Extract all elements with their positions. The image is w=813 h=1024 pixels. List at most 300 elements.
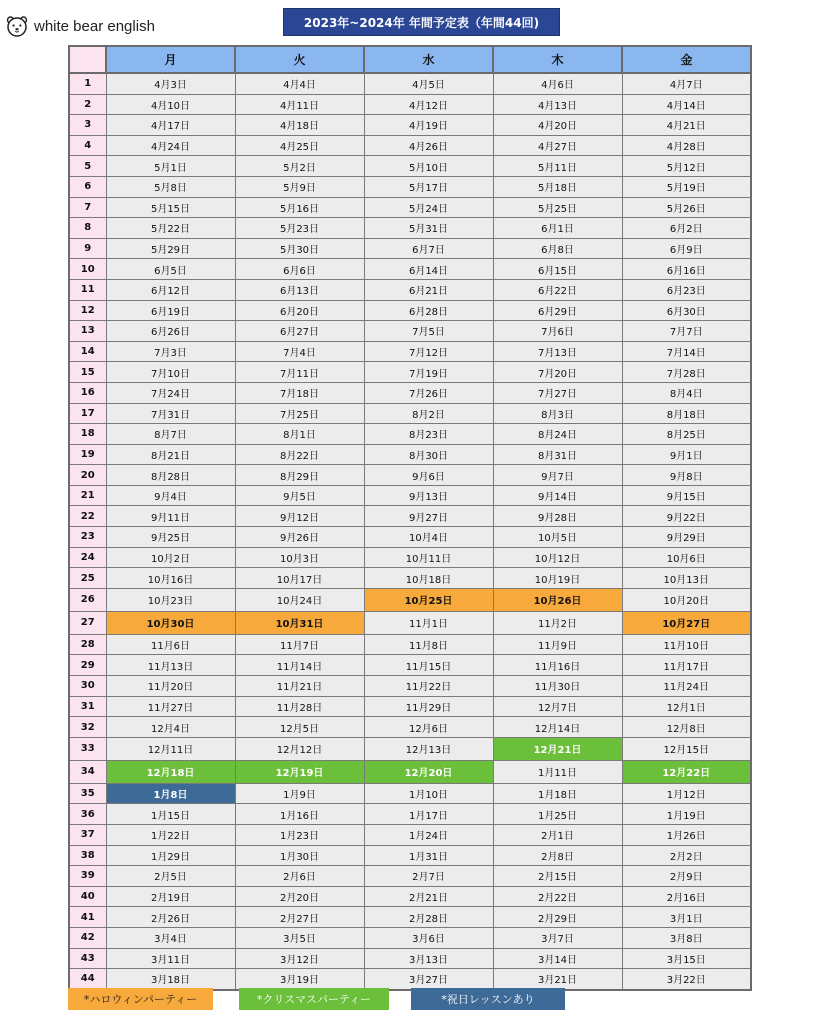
lesson-number: 39: [69, 866, 106, 887]
schedule-body: [69, 73, 751, 990]
lesson-date: 7月7日: [622, 321, 751, 342]
lesson-date: 7月27日: [493, 382, 622, 403]
lesson-date: 1月29日: [106, 845, 235, 866]
lesson-date: 12月20日: [364, 760, 493, 783]
lesson-date: 1月26日: [622, 825, 751, 846]
lesson-date: 12月5日: [235, 717, 364, 738]
table-row: [69, 655, 751, 676]
lesson-date: 11月6日: [106, 634, 235, 655]
lesson-date: 6月8日: [493, 238, 622, 259]
lesson-date: 12月6日: [364, 717, 493, 738]
table-row: [69, 886, 751, 907]
lesson-number: 27: [69, 611, 106, 634]
lesson-date: 11月1日: [364, 611, 493, 634]
lesson-date: 12月11日: [106, 737, 235, 760]
lesson-date: 10月31日: [235, 611, 364, 634]
lesson-date: 3月14日: [493, 948, 622, 969]
lesson-date: 3月15日: [622, 948, 751, 969]
table-row: [69, 737, 751, 760]
lesson-date: 12月8日: [622, 717, 751, 738]
lesson-date: 1月15日: [106, 804, 235, 825]
lesson-date: 6月6日: [235, 259, 364, 280]
lesson-date: 7月28日: [622, 362, 751, 383]
lesson-date: 6月30日: [622, 300, 751, 321]
table-row: [69, 424, 751, 445]
lesson-date: 2月26日: [106, 907, 235, 928]
table-row: [69, 94, 751, 115]
lesson-date: 5月30日: [235, 238, 364, 259]
lesson-number: 18: [69, 424, 106, 445]
lesson-date: 11月15日: [364, 655, 493, 676]
lesson-date: 1月30日: [235, 845, 364, 866]
lesson-date: 5月19日: [622, 176, 751, 197]
lesson-date: 11月22日: [364, 676, 493, 697]
lesson-date: 2月1日: [493, 825, 622, 846]
brand-name: white bear english: [34, 17, 155, 35]
lesson-date: 4月19日: [364, 115, 493, 136]
lesson-date: 2月5日: [106, 866, 235, 887]
legend-halloween: *ハロウィンパーティー: [68, 988, 213, 1010]
lesson-date: 4月27日: [493, 135, 622, 156]
table-row: [69, 135, 751, 156]
lesson-date: 7月5日: [364, 321, 493, 342]
lesson-date: 12月21日: [493, 737, 622, 760]
lesson-date: 10月27日: [622, 611, 751, 634]
lesson-number: 38: [69, 845, 106, 866]
lesson-date: 10月30日: [106, 611, 235, 634]
table-row: [69, 676, 751, 697]
table-row: [69, 444, 751, 465]
lesson-date: 9月5日: [235, 485, 364, 506]
lesson-date: 12月13日: [364, 737, 493, 760]
table-row: [69, 588, 751, 611]
lesson-date: 5月22日: [106, 218, 235, 239]
lesson-date: 8月29日: [235, 465, 364, 486]
lesson-date: 12月12日: [235, 737, 364, 760]
lesson-date: 9月15日: [622, 485, 751, 506]
table-row: [69, 259, 751, 280]
lesson-date: 3月6日: [364, 927, 493, 948]
table-row: [69, 279, 751, 300]
lesson-date: 6月26日: [106, 321, 235, 342]
lesson-date: 5月18日: [493, 176, 622, 197]
lesson-date: 2月16日: [622, 886, 751, 907]
lesson-date: 4月25日: [235, 135, 364, 156]
lesson-date: 2月27日: [235, 907, 364, 928]
lesson-date: 9月8日: [622, 465, 751, 486]
day-header-wed: 水: [364, 46, 493, 73]
lesson-date: 8月23日: [364, 424, 493, 445]
lesson-date: 10月17日: [235, 568, 364, 589]
lesson-date: 10月6日: [622, 547, 751, 568]
lesson-date: 3月18日: [106, 969, 235, 990]
lesson-date: 11月21日: [235, 676, 364, 697]
lesson-date: 2月28日: [364, 907, 493, 928]
lesson-date: 7月26日: [364, 382, 493, 403]
lesson-date: 8月22日: [235, 444, 364, 465]
lesson-date: 7月25日: [235, 403, 364, 424]
page-title: 2023年~2024年 年間予定表（年間44回): [283, 8, 560, 36]
lesson-date: 1月17日: [364, 804, 493, 825]
lesson-date: 10月18日: [364, 568, 493, 589]
lesson-date: 1月16日: [235, 804, 364, 825]
lesson-date: 3月7日: [493, 927, 622, 948]
lesson-date: 12月1日: [622, 696, 751, 717]
lesson-date: 12月18日: [106, 760, 235, 783]
lesson-number: 1: [69, 73, 106, 94]
lesson-date: 1月18日: [493, 783, 622, 804]
lesson-date: 9月27日: [364, 506, 493, 527]
lesson-date: 10月2日: [106, 547, 235, 568]
lesson-number: 29: [69, 655, 106, 676]
table-row: [69, 321, 751, 342]
lesson-number: 43: [69, 948, 106, 969]
lesson-date: 6月22日: [493, 279, 622, 300]
lesson-date: 11月27日: [106, 696, 235, 717]
legend-holiday-lesson: *祝日レッスンあり: [411, 988, 565, 1010]
lesson-date: 6月14日: [364, 259, 493, 280]
lesson-date: 2月20日: [235, 886, 364, 907]
table-row: [69, 717, 751, 738]
table-row: [69, 866, 751, 887]
lesson-number: 7: [69, 197, 106, 218]
lesson-number: 44: [69, 969, 106, 990]
day-header-thu: 木: [493, 46, 622, 73]
lesson-date: 11月9日: [493, 634, 622, 655]
lesson-date: 8月2日: [364, 403, 493, 424]
lesson-date: 10月26日: [493, 588, 622, 611]
lesson-date: 4月13日: [493, 94, 622, 115]
lesson-date: 7月3日: [106, 341, 235, 362]
lesson-number: 17: [69, 403, 106, 424]
lesson-date: 1月8日: [106, 783, 235, 804]
lesson-number: 15: [69, 362, 106, 383]
lesson-date: 1月10日: [364, 783, 493, 804]
lesson-date: 11月24日: [622, 676, 751, 697]
lesson-number: 30: [69, 676, 106, 697]
lesson-date: 8月21日: [106, 444, 235, 465]
lesson-date: 8月25日: [622, 424, 751, 445]
lesson-date: 2月6日: [235, 866, 364, 887]
lesson-date: 10月13日: [622, 568, 751, 589]
lesson-date: 11月7日: [235, 634, 364, 655]
lesson-number: 13: [69, 321, 106, 342]
lesson-date: 12月15日: [622, 737, 751, 760]
lesson-date: 7月19日: [364, 362, 493, 383]
lesson-number: 36: [69, 804, 106, 825]
lesson-date: 6月5日: [106, 259, 235, 280]
lesson-number: 35: [69, 783, 106, 804]
lesson-date: 12月22日: [622, 760, 751, 783]
lesson-number: 3: [69, 115, 106, 136]
lesson-date: 11月17日: [622, 655, 751, 676]
lesson-number: 8: [69, 218, 106, 239]
table-row: [69, 218, 751, 239]
header-row: [69, 46, 751, 73]
lesson-number: 26: [69, 588, 106, 611]
lesson-number: 21: [69, 485, 106, 506]
lesson-date: 1月11日: [493, 760, 622, 783]
lesson-date: 7月20日: [493, 362, 622, 383]
lesson-date: 5月11日: [493, 156, 622, 177]
table-row: [69, 238, 751, 259]
lesson-date: 7月12日: [364, 341, 493, 362]
table-row: [69, 341, 751, 362]
lesson-date: 2月9日: [622, 866, 751, 887]
lesson-date: 6月27日: [235, 321, 364, 342]
lesson-number: 42: [69, 927, 106, 948]
lesson-date: 9月4日: [106, 485, 235, 506]
lesson-date: 12月4日: [106, 717, 235, 738]
bear-face-icon: [5, 14, 29, 38]
lesson-number: 34: [69, 760, 106, 783]
lesson-date: 10月3日: [235, 547, 364, 568]
lesson-date: 7月6日: [493, 321, 622, 342]
table-row: [69, 527, 751, 548]
lesson-date: 5月25日: [493, 197, 622, 218]
lesson-date: 6月19日: [106, 300, 235, 321]
table-row: [69, 927, 751, 948]
lesson-date: 8月7日: [106, 424, 235, 445]
table-row: [69, 568, 751, 589]
lesson-date: 7月11日: [235, 362, 364, 383]
table-row: [69, 465, 751, 486]
lesson-number: 16: [69, 382, 106, 403]
lesson-date: 6月1日: [493, 218, 622, 239]
lesson-number: 23: [69, 527, 106, 548]
lesson-date: 5月10日: [364, 156, 493, 177]
table-row: [69, 825, 751, 846]
table-row: [69, 907, 751, 928]
lesson-date: 12月14日: [493, 717, 622, 738]
lesson-number: 37: [69, 825, 106, 846]
lesson-date: 10月11日: [364, 547, 493, 568]
lesson-date: 10月4日: [364, 527, 493, 548]
lesson-date: 7月24日: [106, 382, 235, 403]
lesson-date: 8月24日: [493, 424, 622, 445]
lesson-date: 3月21日: [493, 969, 622, 990]
lesson-date: 1月23日: [235, 825, 364, 846]
lesson-date: 6月20日: [235, 300, 364, 321]
lesson-date: 9月22日: [622, 506, 751, 527]
lesson-date: 10月24日: [235, 588, 364, 611]
lesson-date: 4月6日: [493, 73, 622, 94]
lesson-date: 1月19日: [622, 804, 751, 825]
lesson-date: 9月13日: [364, 485, 493, 506]
lesson-date: 2月29日: [493, 907, 622, 928]
lesson-number: 25: [69, 568, 106, 589]
table-row: [69, 760, 751, 783]
lesson-date: 2月2日: [622, 845, 751, 866]
table-row: [69, 804, 751, 825]
lesson-date: 6月7日: [364, 238, 493, 259]
lesson-date: 4月10日: [106, 94, 235, 115]
lesson-date: 5月15日: [106, 197, 235, 218]
lesson-date: 8月4日: [622, 382, 751, 403]
lesson-date: 6月15日: [493, 259, 622, 280]
lesson-date: 9月14日: [493, 485, 622, 506]
lesson-date: 11月10日: [622, 634, 751, 655]
lesson-date: 5月2日: [235, 156, 364, 177]
lesson-date: 11月13日: [106, 655, 235, 676]
lesson-date: 8月18日: [622, 403, 751, 424]
lesson-number: 28: [69, 634, 106, 655]
lesson-date: 9月1日: [622, 444, 751, 465]
lesson-date: 1月22日: [106, 825, 235, 846]
lesson-date: 10月12日: [493, 547, 622, 568]
lesson-date: 6月12日: [106, 279, 235, 300]
lesson-number: 19: [69, 444, 106, 465]
lesson-date: 6月21日: [364, 279, 493, 300]
table-row: [69, 969, 751, 990]
lesson-date: 3月22日: [622, 969, 751, 990]
lesson-date: 1月31日: [364, 845, 493, 866]
lesson-date: 9月12日: [235, 506, 364, 527]
table-row: [69, 362, 751, 383]
lesson-date: 5月31日: [364, 218, 493, 239]
brand-logo: [5, 13, 155, 39]
schedule-table: [68, 45, 752, 991]
lesson-date: 11月28日: [235, 696, 364, 717]
lesson-date: 6月29日: [493, 300, 622, 321]
lesson-date: 4月4日: [235, 73, 364, 94]
lesson-date: 3月19日: [235, 969, 364, 990]
lesson-date: 4月18日: [235, 115, 364, 136]
lesson-date: 10月16日: [106, 568, 235, 589]
lesson-date: 1月12日: [622, 783, 751, 804]
lesson-date: 3月8日: [622, 927, 751, 948]
table-row: [69, 197, 751, 218]
lesson-number: 33: [69, 737, 106, 760]
lesson-date: 11月14日: [235, 655, 364, 676]
table-row: [69, 783, 751, 804]
lesson-date: 5月1日: [106, 156, 235, 177]
lesson-date: 11月8日: [364, 634, 493, 655]
table-row: [69, 485, 751, 506]
lesson-date: 2月22日: [493, 886, 622, 907]
day-header-mon: 月: [106, 46, 235, 73]
lesson-date: 4月5日: [364, 73, 493, 94]
lesson-date: 6月16日: [622, 259, 751, 280]
corner-cell: [69, 46, 106, 73]
lesson-date: 6月28日: [364, 300, 493, 321]
lesson-number: 11: [69, 279, 106, 300]
lesson-date: 4月28日: [622, 135, 751, 156]
lesson-date: 1月24日: [364, 825, 493, 846]
lesson-date: 5月17日: [364, 176, 493, 197]
lesson-date: 4月7日: [622, 73, 751, 94]
lesson-date: 2月15日: [493, 866, 622, 887]
lesson-number: 40: [69, 886, 106, 907]
lesson-date: 5月9日: [235, 176, 364, 197]
lesson-date: 5月26日: [622, 197, 751, 218]
lesson-number: 9: [69, 238, 106, 259]
lesson-date: 6月23日: [622, 279, 751, 300]
table-row: [69, 403, 751, 424]
lesson-number: 5: [69, 156, 106, 177]
lesson-date: 9月6日: [364, 465, 493, 486]
day-header-fri: 金: [622, 46, 751, 73]
lesson-date: 8月30日: [364, 444, 493, 465]
lesson-date: 8月1日: [235, 424, 364, 445]
lesson-date: 11月29日: [364, 696, 493, 717]
lesson-date: 2月8日: [493, 845, 622, 866]
lesson-date: 10月25日: [364, 588, 493, 611]
lesson-date: 4月17日: [106, 115, 235, 136]
lesson-date: 6月13日: [235, 279, 364, 300]
lesson-number: 14: [69, 341, 106, 362]
lesson-date: 5月29日: [106, 238, 235, 259]
lesson-date: 9月28日: [493, 506, 622, 527]
lesson-number: 24: [69, 547, 106, 568]
lesson-date: 10月23日: [106, 588, 235, 611]
lesson-date: 6月2日: [622, 218, 751, 239]
lesson-date: 3月12日: [235, 948, 364, 969]
lesson-date: 7月4日: [235, 341, 364, 362]
lesson-date: 10月19日: [493, 568, 622, 589]
lesson-number: 22: [69, 506, 106, 527]
lesson-date: 4月20日: [493, 115, 622, 136]
lesson-number: 4: [69, 135, 106, 156]
lesson-date: 7月13日: [493, 341, 622, 362]
table-row: [69, 506, 751, 527]
day-header-tue: 火: [235, 46, 364, 73]
table-row: [69, 73, 751, 94]
lesson-date: 7月18日: [235, 382, 364, 403]
lesson-date: 7月10日: [106, 362, 235, 383]
lesson-date: 11月2日: [493, 611, 622, 634]
lesson-number: 32: [69, 717, 106, 738]
lesson-number: 10: [69, 259, 106, 280]
lesson-number: 6: [69, 176, 106, 197]
lesson-date: 2月7日: [364, 866, 493, 887]
table-row: [69, 696, 751, 717]
lesson-number: 31: [69, 696, 106, 717]
lesson-date: 3月1日: [622, 907, 751, 928]
lesson-date: 7月14日: [622, 341, 751, 362]
table-row: [69, 176, 751, 197]
lesson-date: 11月30日: [493, 676, 622, 697]
lesson-date: 5月24日: [364, 197, 493, 218]
lesson-date: 9月25日: [106, 527, 235, 548]
lesson-date: 4月24日: [106, 135, 235, 156]
lesson-date: 3月5日: [235, 927, 364, 948]
table-row: [69, 547, 751, 568]
lesson-date: 5月8日: [106, 176, 235, 197]
lesson-date: 3月4日: [106, 927, 235, 948]
lesson-date: 2月19日: [106, 886, 235, 907]
lesson-date: 4月11日: [235, 94, 364, 115]
lesson-date: 7月31日: [106, 403, 235, 424]
table-row: [69, 634, 751, 655]
table-row: [69, 845, 751, 866]
lesson-date: 5月12日: [622, 156, 751, 177]
lesson-date: 4月14日: [622, 94, 751, 115]
lesson-date: 11月16日: [493, 655, 622, 676]
lesson-number: 41: [69, 907, 106, 928]
lesson-date: 8月3日: [493, 403, 622, 424]
lesson-date: 3月13日: [364, 948, 493, 969]
table-row: [69, 300, 751, 321]
lesson-date: 6月9日: [622, 238, 751, 259]
lesson-date: 12月7日: [493, 696, 622, 717]
lesson-date: 4月3日: [106, 73, 235, 94]
table-row: [69, 115, 751, 136]
lesson-date: 4月26日: [364, 135, 493, 156]
lesson-date: 9月7日: [493, 465, 622, 486]
lesson-date: 5月16日: [235, 197, 364, 218]
lesson-date: 5月23日: [235, 218, 364, 239]
